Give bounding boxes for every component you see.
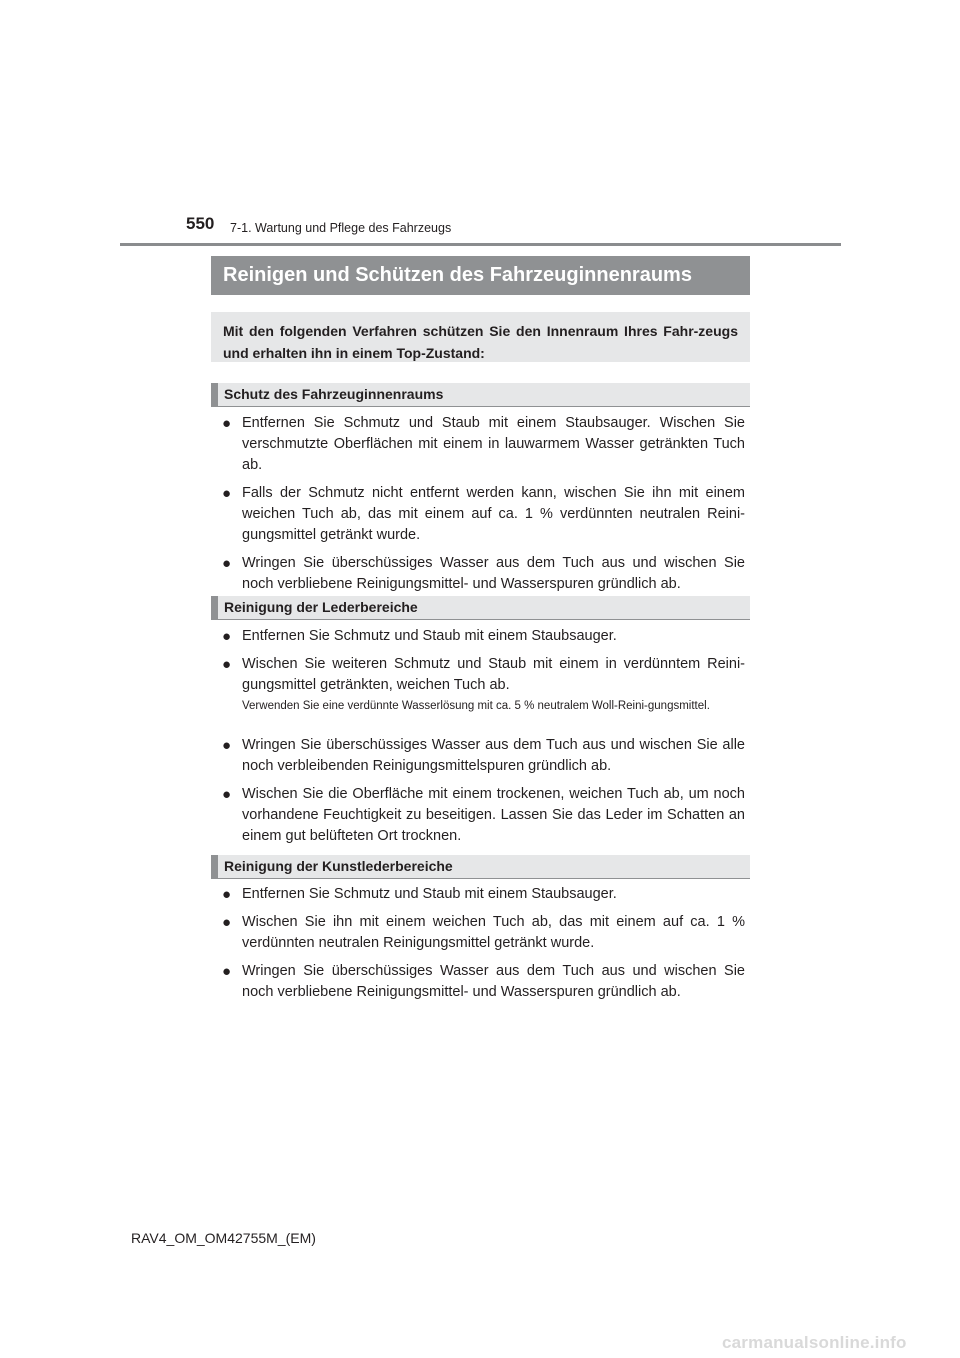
list-item xyxy=(222,735,745,777)
bullet-icon: ● xyxy=(222,555,232,572)
section-heading-kunstleder: Reinigung der Kunstlederbereiche xyxy=(211,855,750,879)
list-item xyxy=(222,912,745,954)
bullet-icon: ● xyxy=(222,737,232,754)
section-heading-leder: Reinigung der Lederbereiche xyxy=(211,596,750,620)
list-item xyxy=(222,413,745,476)
bullet-icon: ● xyxy=(222,628,232,645)
list-item xyxy=(222,626,745,647)
list-item-text: Wringen Sie überschüssiges Wasser aus dem Tuch aus und wischen Sie noch verbliebene Reinigungsmittel- und Wasserspuren gründlich ab. xyxy=(242,963,745,1000)
bullet-icon: ● xyxy=(222,485,232,502)
section-list-kunstleder xyxy=(222,884,745,1010)
section-heading-schutz: Schutz des Fahrzeuginnenraums xyxy=(211,383,750,407)
list-item-text: Entfernen Sie Schmutz und Staub mit einem Staubsauger. xyxy=(242,628,617,644)
list-item xyxy=(222,483,745,546)
bullet-icon: ● xyxy=(222,415,232,432)
bullet-icon: ● xyxy=(222,914,232,931)
section-list-leder-continued xyxy=(222,735,745,854)
watermark: carmanualsonline.info xyxy=(722,1333,907,1352)
list-item-text: Wischen Sie weiteren Schmutz und Staub mit einem in verdünntem Reini-gungsmittel getränkten, weichen Tuch ab. xyxy=(242,656,745,693)
bullet-icon: ● xyxy=(222,656,232,673)
list-item-text: Entfernen Sie Schmutz und Staub mit einem Staubsauger. Wischen Sie verschmutzte Oberflächen mit einem in lauwarmem Wasser getränkten Tuch ab. xyxy=(242,415,745,473)
section-list-leder xyxy=(222,626,745,703)
section-list-schutz xyxy=(222,413,745,602)
chapter-title: 7-1. Wartung und Pflege des Fahrzeugs xyxy=(230,221,452,235)
list-item-text: Wringen Sie überschüssiges Wasser aus dem Tuch aus und wischen Sie alle noch verbleibenden Reinigungsmittelspuren gründlich ab. xyxy=(242,737,745,774)
list-item xyxy=(222,654,745,696)
header-divider xyxy=(120,243,841,246)
bullet-icon: ● xyxy=(222,786,232,803)
list-item-text: Entfernen Sie Schmutz und Staub mit einem Staubsauger. xyxy=(242,886,617,902)
list-item-text: Falls der Schmutz nicht entfernt werden kann, wischen Sie ihn mit einem weichen Tuch ab, das mit einem auf ca. 1 % verdünnten neutralen Reini-gungsmittel getränkt wurde. xyxy=(242,485,745,543)
list-item xyxy=(222,884,745,905)
list-item xyxy=(222,784,745,847)
list-item-text: Wischen Sie ihn mit einem weichen Tuch ab, das mit einem auf ca. 1 % verdünnten neutralen Reinigungsmittel getränkt wurde. xyxy=(242,914,745,951)
page-number: 550 xyxy=(186,214,215,233)
list-item xyxy=(222,553,745,595)
page-title: Reinigen und Schützen des Fahrzeuginnenraums xyxy=(211,256,750,295)
list-item-text: Wischen Sie die Oberfläche mit einem trockenen, weichen Tuch ab, um noch vorhandene Feuchtigkeit zu beseitigen. Lassen Sie das Leder im Schatten an einem gut belüfteten Ort trocknen. xyxy=(242,786,745,844)
bullet-icon: ● xyxy=(222,886,232,903)
note-text: Verwenden Sie eine verdünnte Wasserlösung mit ca. 5 % neutralem Woll-Reini-gungsmittel. xyxy=(242,700,710,712)
list-item xyxy=(222,961,745,1003)
intro-text: Mit den folgenden Verfahren schützen Sie den Innenraum Ihres Fahr-zeugs und erhalten ihn in einem Top-Zustand: xyxy=(211,312,750,362)
document-code: RAV4_OM_OM42755M_(EM) xyxy=(131,1230,316,1246)
list-item-text: Wringen Sie überschüssiges Wasser aus dem Tuch aus und wischen Sie noch verbliebene Reinigungsmittel- und Wasserspuren gründlich ab. xyxy=(242,555,745,592)
bullet-icon: ● xyxy=(222,963,232,980)
